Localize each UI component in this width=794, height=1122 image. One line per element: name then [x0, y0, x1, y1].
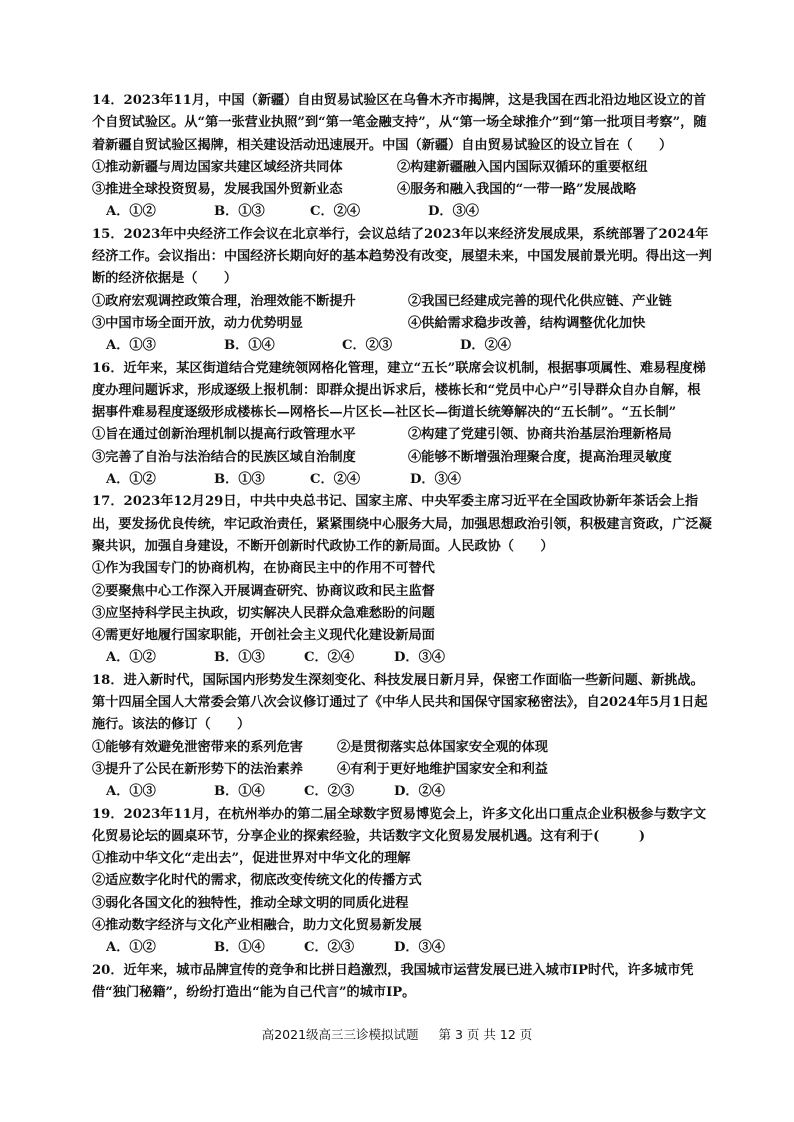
question-stem: 14．2023年11月，中国（新疆）自由贸易试验区在乌鲁木齐市揭牌，这是我国在西北沿边地区设立的首个自贸试验区。从“第一张营业执照”到“第一笔金融支持”，从“第一场全球推介”到“第一批项目考察”，随着新疆自贸试验区揭牌，相关建设活动迅速展开。中国（新疆）自由贸易试验区的设立旨在（ ） [92, 93, 707, 153]
choice: B．①③ [214, 472, 265, 488]
question-20 [92, 960, 712, 1005]
choice: D．②④ [460, 338, 511, 354]
option: ④供給需求稳步改善，结构调整优化加快 [408, 315, 646, 331]
question-stem: 19．2023年11月，在杭州举办的第二届全球数字贸易博览会上，许多文化出口重点企业积极参与数字文化贸易论坛的圆桌环节，分享企业的探索经验，共话数字文化贸易发展机遇。这有利于( ) [92, 806, 707, 844]
choice: B．①④ [214, 784, 265, 800]
choice: A．①③ [106, 338, 156, 354]
page-footer [0, 1025, 794, 1043]
exam-content [92, 90, 712, 1004]
question-18 [92, 670, 712, 804]
option: ②构建新疆融入国内国际双循环的重要枢纽 [397, 159, 648, 175]
option: ①旨在通过创新治理机制以提高行政管理水平 [92, 427, 356, 443]
answer-choices [92, 201, 712, 223]
choice: D．③④ [428, 204, 479, 220]
choice: D．②④ [394, 784, 445, 800]
question-17 [92, 491, 712, 669]
question-14 [92, 90, 712, 224]
choice: C．②④ [310, 472, 361, 488]
choice: B．①③ [214, 650, 265, 666]
question-15 [92, 224, 712, 358]
choice: C．②④ [310, 204, 361, 220]
option: ④需更好地履行国家职能，开创社会主义现代化建设新局面 [92, 628, 435, 644]
option: ①政府宏观调控政策合理，治理效能不断提升 [92, 293, 356, 309]
option: ③推进全球投资贸易，发展我国外贸新业态 [92, 182, 343, 198]
question-stem: 20．近年来，城市品牌宣传的竞争和比拼日趋激烈，我国城市运营发展已进入城市IP时代，许多城市凭借“独门秘籍”，纷纷打造出“能为自己代言”的城市IP。 [92, 962, 694, 1000]
answer-choices [92, 469, 712, 491]
choice: A．①③ [106, 784, 156, 800]
option: ④能够不断增强治理聚合度，提高治理灵敏度 [408, 449, 672, 465]
choice: C．②③ [304, 940, 355, 956]
choice: A．①② [106, 204, 156, 220]
choice: D．③④ [394, 650, 445, 666]
choice: B．①③ [214, 204, 265, 220]
choice: C．②③ [304, 784, 355, 800]
answer-choices [92, 647, 712, 669]
option: ①推动新疆与周边国家共建区域经济共同体 [92, 159, 343, 175]
option: ①推动中华文化“走出去”，促进世界对中华文化的理解 [92, 851, 411, 867]
question-stem: 15．2023年中央经济工作会议在北京举行，会议总结了2023年以来经济发展成果，系统部署了2024年经济工作。会议指出：中国经济长期向好的基本趋势没有改变，展望未来，中国发展前景光明。得出这一判断的经济依据是（ ） [92, 226, 712, 287]
choice: A．①② [106, 650, 156, 666]
page-number: 第 3 页 共 12 页 [438, 1027, 533, 1042]
answer-choices [92, 937, 712, 959]
option: ③中国市场全面开放，动力优势明显 [92, 315, 303, 331]
answer-choices [92, 781, 712, 803]
option: ④推动数字经济与文化产业相融合，助力文化贸易新发展 [92, 917, 422, 933]
choice: D．③④ [410, 472, 461, 488]
option: ③弱化各国文化的独特性，推动全球文明的同质化进程 [92, 895, 409, 911]
choice: B．①④ [214, 940, 265, 956]
option: ②我国已经建成完善的现代化供应链、产业链 [408, 293, 672, 309]
option: ②要聚焦中心工作深入开展调查研究、协商议政和民主监督 [92, 583, 435, 599]
option: ④有利于更好地维护国家安全和利益 [337, 761, 548, 777]
choice: C．②④ [304, 650, 355, 666]
exam-title: 高2021级高三三诊模拟试题 [261, 1027, 419, 1042]
choice: D．③④ [394, 940, 445, 956]
choice: A．①② [106, 472, 156, 488]
question-stem: 17．2023年12月29日，中共中央总书记、国家主席、中央军委主席习近平在全国政协新年茶话会上指出，要发扬优良传统，牢记政治责任，紧紧围绕中心服务大局，加强思想政治引领，积极建言资政，广泛凝聚共识，加强自身建设，不断开创新时代政协工作的新局面。人民政协（ ） [92, 494, 712, 554]
option: ②是贯彻落实总体国家安全观的体现 [337, 739, 548, 755]
option: ②适应数字化时代的需求，彻底改变传统文化的传播方式 [92, 873, 422, 889]
question-19 [92, 804, 712, 960]
question-16 [92, 358, 712, 492]
answer-choices [92, 335, 712, 357]
option: ①能够有效避免泄密带来的系列危害 [92, 739, 303, 755]
choice: A．①② [106, 940, 156, 956]
option: ③提升了公民在新形势下的法治素养 [92, 761, 303, 777]
option: ①作为我国专门的协商机构，在协商民主中的作用不可替代 [92, 561, 435, 577]
question-stem: 18．进入新时代，国际国内形势发生深刻变化、科技发展日新月异，保密工作面临一些新问题、新挑战。第十四届全国人大常委会第八次会议修订通过了《中华人民共和国保守国家秘密法》，自2024年5月1日起施行。该法的修订（ ） [92, 672, 708, 733]
choice: C．②③ [342, 338, 393, 354]
option: ③完善了自治与法治结合的民族区域自治制度 [92, 449, 356, 465]
option: ②构建了党建引领、协商共治基层治理新格局 [408, 427, 672, 443]
option: ④服务和融入我国的“一带一路”发展战略 [397, 182, 637, 198]
option: ③应坚持科学民主执政，切实解决人民群众急难愁盼的问题 [92, 605, 435, 621]
choice: B．①④ [224, 338, 275, 354]
question-stem: 16．近年来，某区街道结合党建统领网格化管理，建立“五长”联席会议机制，根据事项属性、难易程度梯度办理问题诉求，形成逐级上报机制：即群众提出诉求后，楼栋长和“党员中心户”引导群众自办自解，根据事件难易程度逐级形成楼栋长—网格长—片区长—社区长—街道长统筹解决的“五长制”。“五长制” [92, 360, 706, 421]
